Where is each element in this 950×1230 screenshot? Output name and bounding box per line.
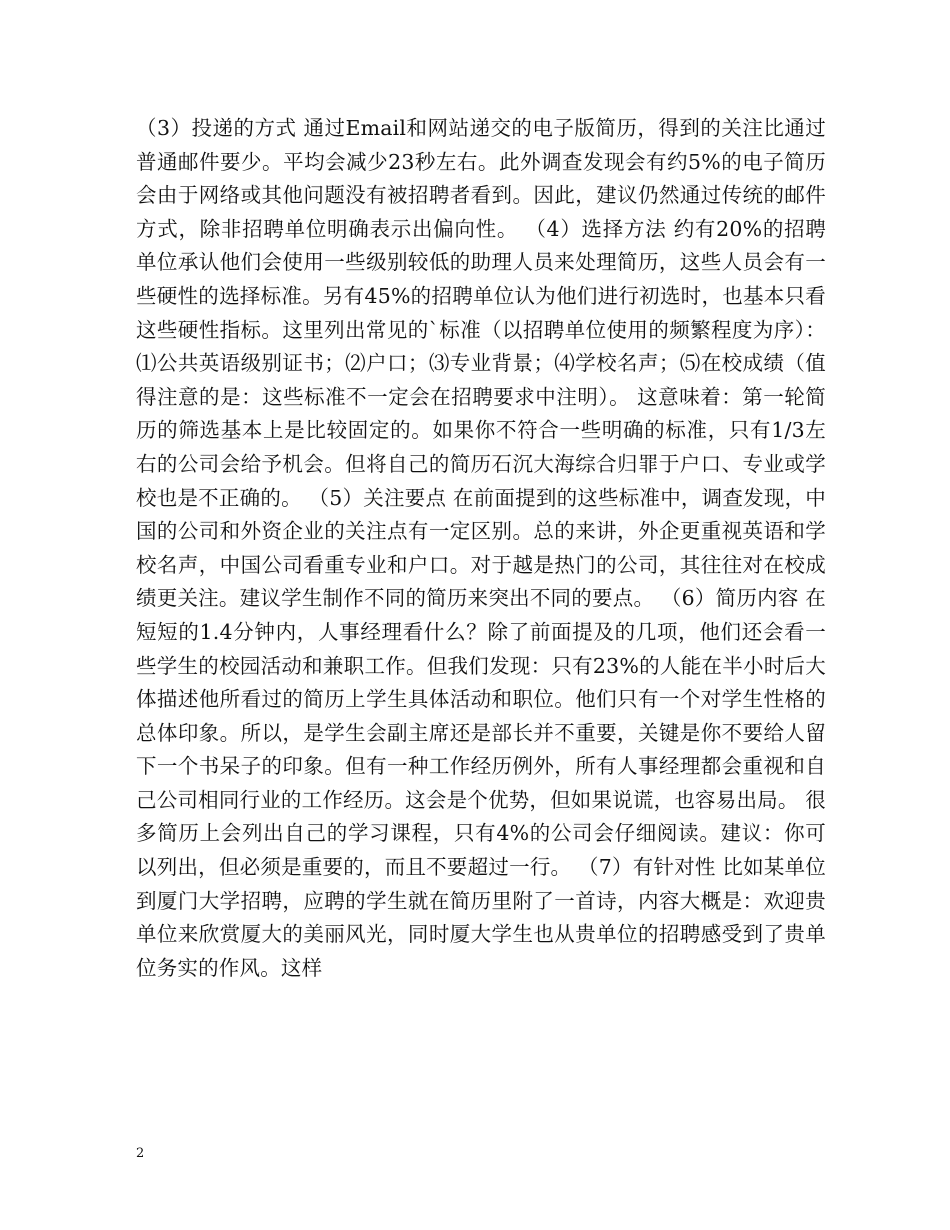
page-number: 2 [136, 1146, 145, 1161]
body-paragraph: （3）投递的方式 通过Email和网站递交的电子版简历，得到的关注比通过普通邮件要少。平均会减少23秒左右。此外调查发现会有约5%的电子简历会由于网络或其他问题没有被招聘者看到。因此，建议仍然通过传统的邮件方式，除非招聘单位明确表示出偏向性。 （4）选择方法 约有20%的招聘单位承认他们会使用一些级别较低的助理人员来处理简历，这些人员会有一些硬性的选择标准。另有45%的招聘单位认为他们进行初选时，也基本只看这些硬性指标。这里列出常见的`标准（以招聘单位使用的频繁程度为序）：⑴公共英语级别证书；⑵户口；⑶专业背景；⑷学校名声；⑸在校成绩（值得注意的是：这些标准不一定会在招聘要求中注明）。 这意味着：第一轮简历的筛选基本上是比较固定的。如果你不符合一些明确的标准，只有1/3左右的公司会给予机会。但将自己的简历石沉大海综合归罪于户口、专业或学校也是不正确的。 （5）关注要点 在前面提到的这些标准中，调查发现，中国的公司和外资企业的关注点有一定区别。总的来讲，外企更重视英语和学校名声，中国公司看重专业和户口。对于越是热门的公司，其往往对在校成绩更关注。建议学生制作不同的简历来突出不同的要点。 （6）简历内容 在短短的1.4分钟内，人事经理看什么？除了前面提及的几项，他们还会看一些学生的校园活动和兼职工作。但我们发现：只有23%的人能在半小时后大体描述他所看过的简历上学生具体活动和职位。他们只有一个对学生性格的总体印象。所以，是学生会副主席还是部长并不重要，关键是你不要给人留下一个书呆子的印象。但有一种工作经历例外，所有人事经理都会重视和自己公司相同行业的工作经历。这会是个优势，但如果说谎，也容易出局。 很多简历上会列出自己的学习课程，只有4%的公司会仔细阅读。建议：你可以列出，但必须是重要的，而且不要超过一行。 （7）有针对性 比如某单位到厦门大学招聘，应聘的学生就在简历里附了一首诗，内容大概是：欢迎贵单位来欣赏厦大的美丽风光，同时厦大学生也从贵单位的招聘感受到了贵单位务实的作风。这样 [136, 116, 826, 980]
